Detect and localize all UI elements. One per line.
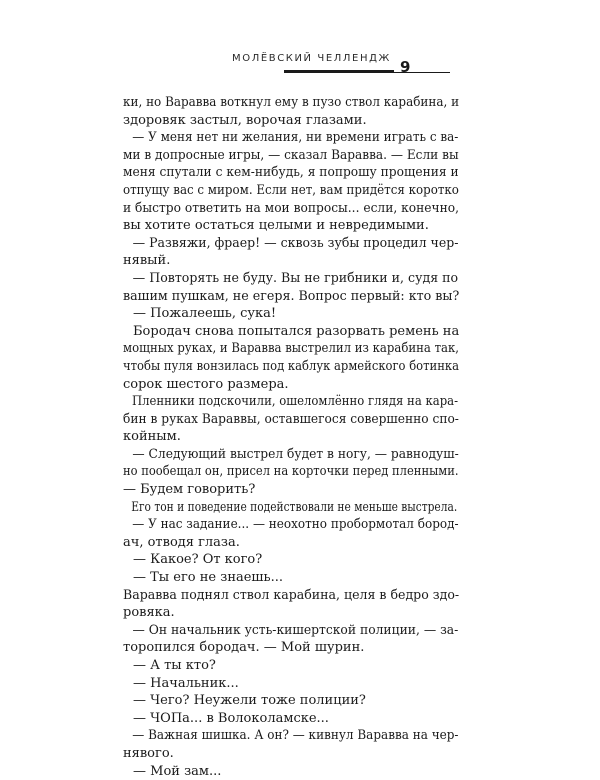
text-line: койным. xyxy=(123,429,181,445)
text-line: — Следующий выстрел будет в ногу, — равнодуш- xyxy=(132,446,459,462)
text-line: нявого. xyxy=(123,745,174,761)
text-line: меня спутали с кем-нибудь, я попрошу прощения и xyxy=(123,165,459,181)
text-line: ровяка. xyxy=(123,605,175,621)
text-line: торопился бородач. — Мой шурин. xyxy=(123,640,365,656)
text-line: вашим пушкам, не егеря. Вопрос первый: кто вы? xyxy=(123,288,460,304)
text-line: нявый. xyxy=(123,253,171,269)
text-line: Его тон и поведение подействовали не меньше выстрела. xyxy=(131,499,458,515)
text-line: мощных руках, и Варавва выстрелил из карабина так, xyxy=(123,341,460,357)
header-rule-thick xyxy=(284,70,394,73)
text-line: и быстро ответить на мои вопросы... если, конечно, xyxy=(123,200,460,216)
text-line: вы хотите остаться целыми и невредимыми. xyxy=(123,218,429,234)
text-line: — Мой зам... xyxy=(133,763,222,779)
text-line: Пленники подскочили, ошеломлённо глядя на кара- xyxy=(131,394,459,410)
text-line: но пообещал он, присел на корточки перед пленными. xyxy=(123,464,459,480)
text-line: здоровяк застыл, ворочая глазами. xyxy=(123,112,367,128)
text-line: ки, но Варавва воткнул ему в пузо ствол карабина, и xyxy=(123,95,460,110)
text-line: — А ты кто? xyxy=(133,658,216,673)
text-line: — Начальник... xyxy=(133,675,239,691)
running-title: МОЛЁВСКИЙ ЧЕЛЛЕНДЖ xyxy=(232,53,391,64)
text-line: — Чего? Неужели тоже полиции? xyxy=(133,693,366,709)
running-head xyxy=(226,53,446,83)
text-line: сорок шестого размера. xyxy=(123,376,289,392)
text-line: — Важная шишка. А он? — кивнул Варавва на чер- xyxy=(132,728,459,744)
body-text xyxy=(123,94,459,780)
text-line: ми в допросные игры, — сказал Варавва. — Если вы xyxy=(123,147,459,163)
text-line: — Повторять не буду. Вы не грибники и, судя по xyxy=(132,270,459,286)
text-line: — У нас задание... — неохотно пробормотал бород- xyxy=(132,517,459,533)
text-line: — Пожалеешь, сука! xyxy=(133,306,277,322)
text-line: — У меня нет ни желания, ни времени играть с ва- xyxy=(132,130,459,146)
text-line: чтобы пуля вонзилась под каблук армейского ботинка xyxy=(123,358,460,374)
text-line: — Ты его не знаешь... xyxy=(133,570,283,586)
text-line: Варавва поднял ствол карабина, целя в бедро здо- xyxy=(123,587,460,603)
text-line: — Какое? От кого? xyxy=(133,552,263,568)
text-line: — ЧОПа... в Волоколамске... xyxy=(133,710,329,726)
text-line: ач, отводя глаза. xyxy=(123,534,240,550)
text-line: — Будем говорить? xyxy=(123,482,256,498)
text-line: Бородач снова попытался разорвать ремень на xyxy=(133,323,460,339)
text-line: бин в руках Вараввы, оставшегося совершенно спо- xyxy=(123,411,459,427)
text-line: — Он начальник усть-кишертской полиции, — за- xyxy=(132,622,459,638)
page-number: 9 xyxy=(400,58,411,76)
text-line: отпущу вас с миром. Если нет, вам придётся коротко xyxy=(123,182,459,198)
text-line: — Развяжи, фраер! — сквозь зубы процедил чер- xyxy=(132,235,459,251)
